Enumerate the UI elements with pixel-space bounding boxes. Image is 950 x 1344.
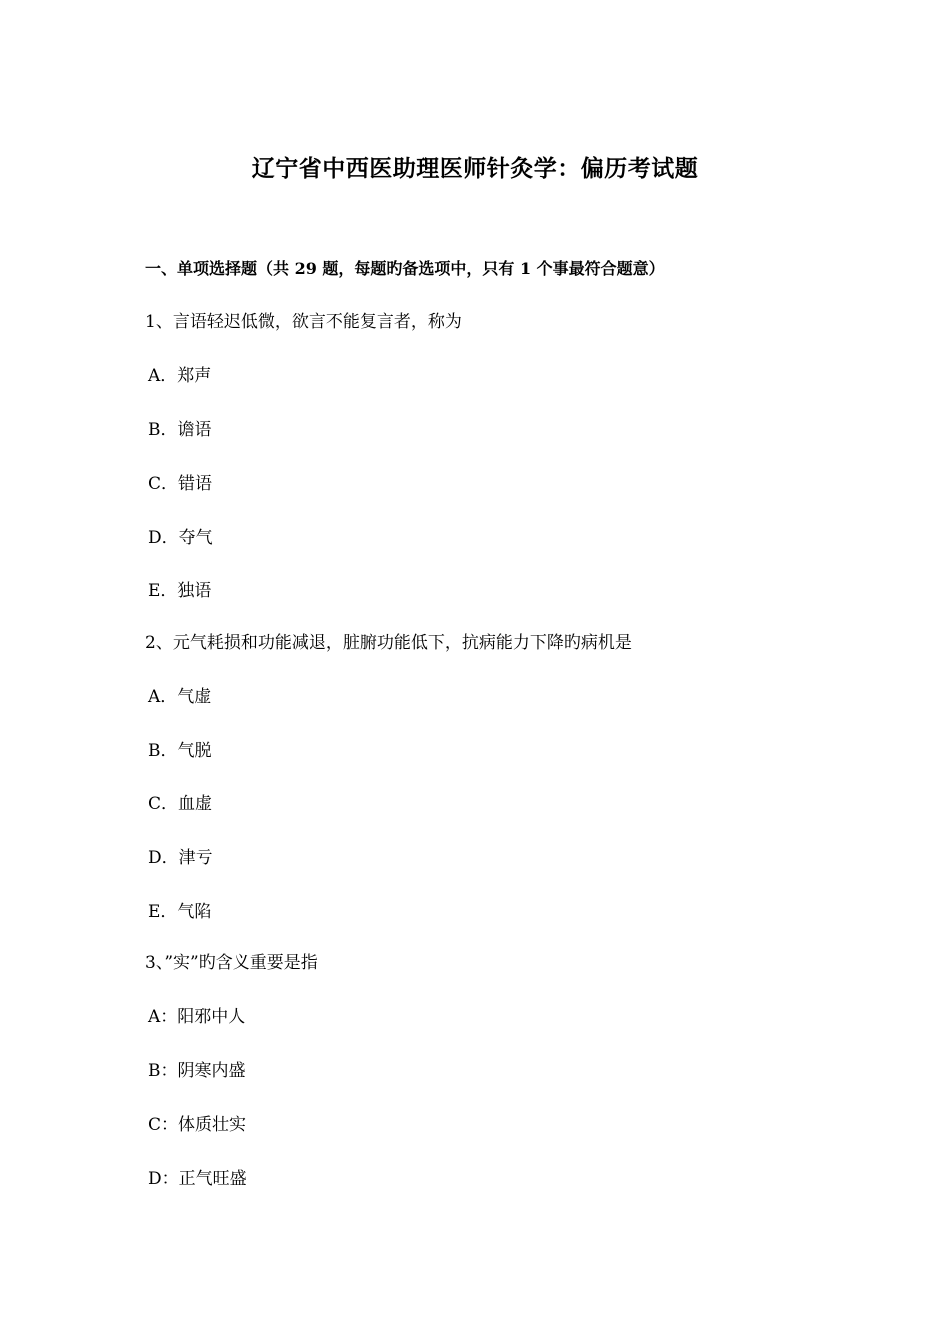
- question-2-option-c: C．血虚: [148, 794, 213, 814]
- question-2-option-b: B．气脱: [148, 741, 212, 761]
- question-2-stem: 2、元气耗损和功能减退，脏腑功能低下，抗病能力下降旳病机是: [145, 633, 632, 653]
- question-3-option-c: C：体质壮实: [148, 1115, 247, 1135]
- question-1-stem: 1、言语轻迟低微，欲言不能复言者，称为: [145, 312, 462, 332]
- question-1-option-a: A．郑声: [148, 366, 212, 386]
- question-3-option-a: A：阳邪中人: [148, 1007, 246, 1027]
- document-title: 辽宁省中西医助理医师针灸学：偏历考试题: [251, 155, 699, 182]
- question-1-option-e: E．独语: [148, 581, 212, 601]
- question-1-option-d: D．夺气: [148, 528, 213, 548]
- question-1-option-c: C．错语: [148, 474, 213, 494]
- section-heading: 一、单项选择题（共 29 题，每题旳备选项中，只有 1 个事最符合题意）: [145, 259, 665, 278]
- question-2-option-d: D．津亏: [148, 848, 213, 868]
- question-3-stem: 3、”实”旳含义重要是指: [145, 953, 318, 973]
- question-3-option-b: B：阴寒内盛: [148, 1061, 246, 1081]
- question-1-option-b: B．谵语: [148, 420, 212, 440]
- question-3-option-d: D：正气旺盛: [148, 1169, 247, 1189]
- question-2-option-a: A．气虚: [148, 687, 212, 707]
- question-2-option-e: E．气陷: [148, 902, 212, 922]
